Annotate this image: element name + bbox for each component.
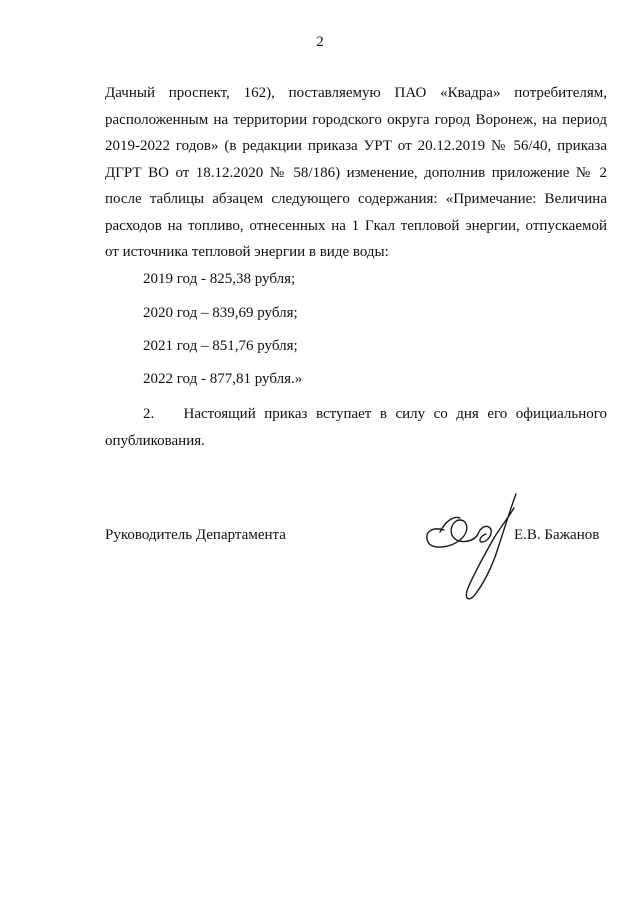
- paragraph-amendment: [105, 80, 607, 266]
- paragraph-line: расположенным на территории городского округа город Воронеж, на период: [105, 111, 607, 128]
- signatory-title: Руководитель Департамента: [105, 527, 286, 543]
- item-number: 2.: [143, 406, 155, 422]
- paragraph-line: ДГРТ ВО от 18.12.2020 № 58/186) изменение, дополнив приложение № 2: [105, 164, 607, 181]
- item-2-second-line: опубликования.: [105, 432, 205, 449]
- paragraph-line: от источника тепловой энергии в виде воды:: [105, 244, 389, 260]
- paragraph-line: расходов на топливо, отнесенных на 1 Гкал тепловой энергии, отпускаемой: [105, 217, 607, 234]
- year-value-2021: 2021 год – 851,76 рубля;: [143, 338, 298, 354]
- item-2-text: Настоящий приказ вступает в силу со дня его официального: [183, 406, 608, 422]
- year-value-2020: 2020 год – 839,69 рубля;: [143, 305, 298, 321]
- handwritten-signature: [420, 490, 530, 610]
- paragraph-line: 2019-2022 годов» (в редакции приказа УРТ от 20.12.2019 № 56/40, приказа: [105, 138, 607, 154]
- paragraph-line: Дачный проспект, 162), поставляемую ПАО «Квадра» потребителям,: [105, 85, 607, 101]
- year-value-2019: 2019 год - 825,38 рубля;: [143, 271, 296, 287]
- signatory-name: Е.В. Бажанов: [514, 527, 600, 543]
- page-number: 2: [316, 34, 324, 50]
- year-value-2022: 2022 год - 877,81 рубля.»: [143, 371, 303, 387]
- paragraph-line: после таблицы абзацем следующего содержания: «Примечание: Величина: [105, 191, 607, 207]
- item-2-first-line: [105, 401, 607, 428]
- item-2-paragraph: [105, 401, 607, 454]
